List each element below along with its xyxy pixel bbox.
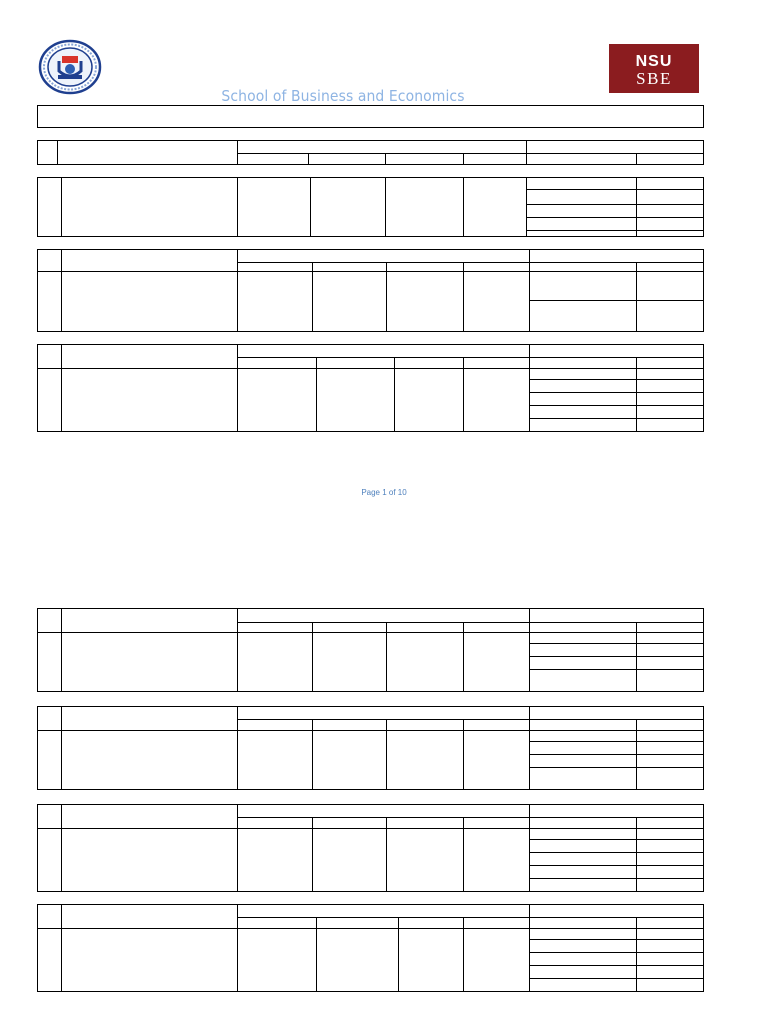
- grid-line: [386, 817, 387, 892]
- grid-line: [37, 730, 238, 731]
- grid-line: [386, 622, 387, 692]
- grid-line: [529, 939, 703, 940]
- grid-line: [312, 262, 313, 332]
- grid-line: [636, 817, 637, 892]
- grid-line: [237, 262, 703, 263]
- grid-line: [529, 656, 703, 657]
- grid-line: [529, 608, 530, 692]
- grid-line: [529, 754, 703, 755]
- grid-line: [529, 978, 703, 979]
- grid-line: [398, 917, 399, 992]
- grid-line: [529, 865, 703, 866]
- logo-line-2: SBE: [636, 69, 672, 88]
- grid-line: [237, 828, 703, 829]
- grid-line: [61, 804, 62, 892]
- grid-line: [310, 177, 311, 237]
- grid-line: [237, 817, 703, 818]
- grid-line: [237, 271, 703, 272]
- grid-line: [237, 357, 703, 358]
- grid-line: [237, 177, 238, 237]
- grid-line: [312, 719, 313, 790]
- page-title-text: School of Business and Economics: [221, 87, 465, 105]
- grid-line: [394, 357, 395, 432]
- grid-line: [37, 828, 238, 829]
- grid-line: [529, 669, 703, 670]
- grid-line: [237, 368, 703, 369]
- grid-line: [529, 952, 703, 953]
- grid-line: [37, 928, 238, 929]
- grid-line: [463, 177, 464, 237]
- logo-line-1: NSU: [635, 53, 673, 70]
- grid-line: [237, 153, 703, 154]
- grid-line: [529, 643, 703, 644]
- grid-line: [463, 262, 464, 332]
- grid-line: [237, 730, 703, 731]
- grid-line: [237, 632, 703, 633]
- grid-line: [463, 817, 464, 892]
- grid-line: [529, 965, 703, 966]
- grid-line: [37, 632, 238, 633]
- grid-line: [316, 917, 317, 992]
- grid-line: [312, 622, 313, 692]
- grid-line: [61, 904, 62, 992]
- grid-line: [316, 357, 317, 432]
- page-footer: Page 1 of 10: [361, 488, 407, 497]
- grid-line: [57, 140, 58, 165]
- grid-line: [526, 177, 527, 237]
- grid-line: [526, 230, 703, 231]
- grid-line: [463, 153, 464, 165]
- grid-line: [61, 608, 62, 692]
- grid-line: [61, 344, 62, 432]
- grid-line: [529, 852, 703, 853]
- grid-line: [636, 262, 637, 332]
- course-title-box: [37, 105, 704, 128]
- grid-line: [237, 928, 703, 929]
- grid-line: [61, 177, 62, 237]
- grid-line: [526, 204, 703, 205]
- grid-line: [529, 392, 703, 393]
- grid-line: [526, 217, 703, 218]
- grid-line: [61, 249, 62, 332]
- grid-line: [386, 719, 387, 790]
- grid-line: [529, 300, 703, 301]
- grid-line: [529, 418, 703, 419]
- grid-line: [237, 608, 238, 692]
- grid-line: [636, 357, 637, 432]
- grid-line: [636, 177, 637, 237]
- grid-line: [385, 177, 386, 237]
- grid-line: [312, 817, 313, 892]
- table-box: [37, 608, 704, 692]
- grid-line: [463, 357, 464, 432]
- table-body-box: [37, 177, 704, 237]
- grid-line: [529, 405, 703, 406]
- grid-line: [529, 379, 703, 380]
- grid-line: [237, 917, 703, 918]
- grid-line: [386, 262, 387, 332]
- grid-line: [529, 878, 703, 879]
- grid-line: [237, 719, 703, 720]
- sbe-logo: [609, 44, 699, 93]
- grid-line: [463, 719, 464, 790]
- grid-line: [526, 189, 703, 190]
- grid-line: [636, 917, 637, 992]
- grid-line: [37, 271, 238, 272]
- grid-line: [237, 622, 703, 623]
- grid-line: [529, 767, 703, 768]
- grid-line: [385, 153, 386, 165]
- grid-line: [61, 706, 62, 790]
- grid-line: [636, 622, 637, 692]
- grid-line: [37, 368, 238, 369]
- grid-line: [636, 153, 637, 165]
- grid-line: [463, 622, 464, 692]
- grid-line: [308, 153, 309, 165]
- grid-line: [529, 839, 703, 840]
- grid-line: [463, 917, 464, 992]
- grid-line: [529, 741, 703, 742]
